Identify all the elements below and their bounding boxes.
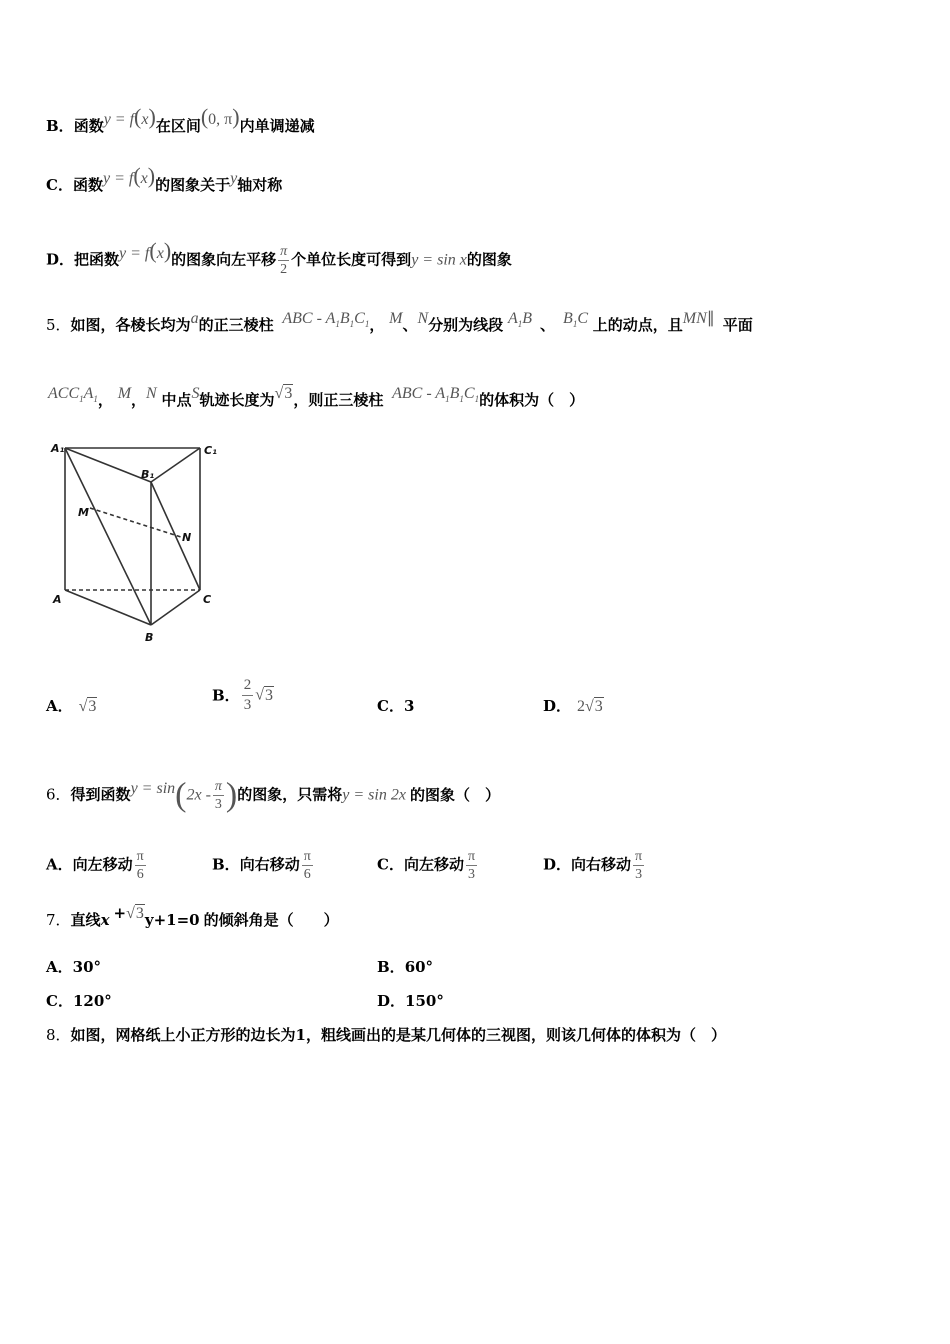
text: 如图，网格纸上小正方形的边长为1，粗线画出的是某几何体的三视图，则该几何体的体积为（ ） xyxy=(70,1026,726,1044)
segment-b1c: $B_1C$ xyxy=(563,310,588,329)
segment-b1c xyxy=(151,482,200,590)
option-text: 向左移动 xyxy=(72,855,133,874)
option-text: 向右移动 xyxy=(571,855,632,874)
label-m: M xyxy=(78,506,89,519)
sqrt: √3 xyxy=(274,385,293,402)
option-label: C． xyxy=(46,992,73,1010)
math: x xyxy=(140,170,148,187)
text: ， xyxy=(97,391,113,409)
q7-option-c[interactable] xyxy=(46,990,112,1012)
fraction: $\frac{\pi}{6}$ xyxy=(136,849,144,882)
segment-mn-hidden xyxy=(90,508,181,537)
q7-option-a[interactable] xyxy=(46,956,101,978)
q7-option-d[interactable] xyxy=(377,990,444,1012)
text: ，则正三棱柱 xyxy=(293,391,384,409)
text: 得到函数 xyxy=(70,785,131,804)
option-label: D． xyxy=(543,697,572,715)
text: 的图象 xyxy=(466,250,512,269)
math: N xyxy=(146,385,157,402)
label-b: B xyxy=(145,631,154,644)
text: 、 xyxy=(540,316,556,334)
sqrt: √3 xyxy=(585,698,603,715)
q5-line-2 xyxy=(48,385,585,413)
q4-option-d: D．把函数y = f(x)的图象向左平移 $\frac{\pi}{2}$ 个单位长度可得到y = sin x的图象 xyxy=(46,237,512,277)
text: 、 xyxy=(402,316,418,334)
math: a xyxy=(190,310,199,327)
option-label: C． xyxy=(377,697,404,715)
sqrt: √3 xyxy=(78,698,97,715)
math: + xyxy=(113,904,127,922)
text: 上的动点，且 xyxy=(592,316,683,334)
text: 分别为线段 xyxy=(428,316,504,334)
text: 的图象，只需将 xyxy=(237,785,343,804)
edge-a1b1 xyxy=(65,448,151,482)
edge-ab xyxy=(65,590,151,625)
option-label: A． xyxy=(46,855,73,874)
math: y = f xyxy=(102,170,134,187)
label-n: N xyxy=(182,531,192,544)
text: 平面 xyxy=(722,316,753,334)
option-label: B． xyxy=(377,958,405,976)
text: ， xyxy=(131,391,147,409)
q7-option-b[interactable] xyxy=(377,956,433,978)
option-label: D． xyxy=(377,992,406,1010)
label-a: A xyxy=(53,593,62,606)
option-label: B． xyxy=(212,855,240,874)
math: y xyxy=(230,170,238,187)
fraction: $\frac{\pi}{6}$ xyxy=(303,849,311,882)
fraction: $\frac{\pi}{3}$ xyxy=(214,779,222,812)
q6-option-d[interactable] xyxy=(543,848,646,883)
math: y = sin 2x xyxy=(342,786,406,804)
text: 把函数 xyxy=(74,250,120,269)
text: 的倾斜角是（ ） xyxy=(203,911,339,929)
q7-stem xyxy=(46,904,339,932)
fraction: $\frac{\pi}{3}$ xyxy=(467,849,476,882)
prism-figure xyxy=(48,440,228,650)
text: 函数 xyxy=(73,117,104,135)
q5-option-b[interactable] xyxy=(212,676,274,715)
math: ∥ xyxy=(706,310,715,327)
option-label: B． xyxy=(212,686,240,705)
q4-option-c: C．函数y = f(x)的图象关于y轴对称 xyxy=(46,163,283,194)
option-text: 150° xyxy=(405,992,444,1010)
segment-a1b xyxy=(65,448,151,625)
math: y = sin x xyxy=(411,251,467,269)
q5-option-a[interactable] xyxy=(46,695,97,718)
text: 的正三棱柱 xyxy=(198,316,274,334)
q6-stem: 6．得到函数y = sin(2x - $\frac{\pi}{3}$ )的图象，只需将y = sin 2x 的图象（ ） xyxy=(46,776,500,814)
plane-acc1a1: $ACC_1A_1$ xyxy=(48,385,98,404)
math: y = f xyxy=(103,111,135,128)
label-c: C xyxy=(203,593,212,606)
option-label: D． xyxy=(543,855,572,874)
text: 中点 xyxy=(161,391,192,409)
text: 轴对称 xyxy=(237,176,283,194)
question-number: 8． xyxy=(46,1026,71,1044)
question-number: 6． xyxy=(46,785,71,804)
edge-b1c1 xyxy=(151,448,200,482)
option-text: 30° xyxy=(72,958,102,976)
option-label: C． xyxy=(377,855,404,874)
math: MN xyxy=(682,310,707,327)
option-text: 60° xyxy=(404,958,434,976)
math: x xyxy=(156,244,164,262)
option-label: A． xyxy=(46,697,73,715)
option-text: 向右移动 xyxy=(239,855,300,874)
option-text: 3 xyxy=(403,697,415,715)
q8-stem xyxy=(46,1024,726,1046)
label-a1: A₁ xyxy=(51,442,65,455)
text: 轨迹长度为 xyxy=(199,391,275,409)
math: 0, π xyxy=(208,111,233,128)
text: 的图象关于 xyxy=(155,176,231,194)
q5-option-d[interactable] xyxy=(543,695,604,718)
option-text: 向左移动 xyxy=(403,855,464,874)
text: 直线 xyxy=(70,911,101,929)
text: 内单调递减 xyxy=(239,117,315,135)
option-label: C． xyxy=(46,176,73,194)
math: S xyxy=(191,385,200,402)
math: x xyxy=(141,111,149,128)
text: 的图象向左平移 xyxy=(171,250,277,269)
math: 2 xyxy=(577,698,586,715)
math: y = sin xyxy=(130,779,176,797)
q5-line-1 xyxy=(46,310,753,338)
q6-option-c[interactable] xyxy=(377,848,479,883)
prism-name: ABC - $A_1B_1C_1$ xyxy=(282,310,370,329)
text: 在区间 xyxy=(155,117,201,135)
q6-option-b[interactable] xyxy=(212,848,315,883)
label-c1: C₁ xyxy=(204,444,217,457)
option-label: D． xyxy=(46,250,75,269)
question-number: 5． xyxy=(46,316,71,334)
math: y = f xyxy=(119,244,150,262)
q4-option-b: B．函数y = f(x)在区间(0, π)内单调递减 xyxy=(46,104,315,135)
fraction: $\frac{\pi}{3}$ xyxy=(635,849,643,882)
q5-option-c[interactable] xyxy=(377,695,414,717)
math: N xyxy=(417,310,429,327)
text: 函数 xyxy=(72,176,103,194)
text: 如图，各棱长均为 xyxy=(70,316,191,334)
math: M xyxy=(117,385,132,402)
edge-bc xyxy=(151,590,200,625)
text: y+1=0 xyxy=(144,911,200,929)
text: 个单位长度可得到 xyxy=(291,250,412,269)
question-number: 7． xyxy=(46,911,71,929)
math: 2x - xyxy=(186,786,211,804)
prism-name: ABC - $A_1B_1C_1$ xyxy=(392,385,480,404)
text: ， xyxy=(369,316,385,334)
option-label: A． xyxy=(46,958,73,976)
option-label: B． xyxy=(46,117,74,135)
text: 的体积为（ ） xyxy=(479,391,585,409)
option-text: 120° xyxy=(72,992,112,1010)
label-b1: B₁ xyxy=(141,468,155,481)
text: 的图象（ ） xyxy=(409,785,500,804)
math: x xyxy=(100,911,110,929)
fraction: $\frac{\pi}{2}$ xyxy=(280,244,288,277)
sqrt: √3 xyxy=(126,905,144,922)
q6-option-a[interactable] xyxy=(46,848,148,883)
sqrt: √3 xyxy=(255,686,273,704)
fraction: $\frac{2}{3}$ xyxy=(243,677,252,713)
math: M xyxy=(389,310,403,327)
segment-a1b: $A_1B$ xyxy=(507,310,533,329)
